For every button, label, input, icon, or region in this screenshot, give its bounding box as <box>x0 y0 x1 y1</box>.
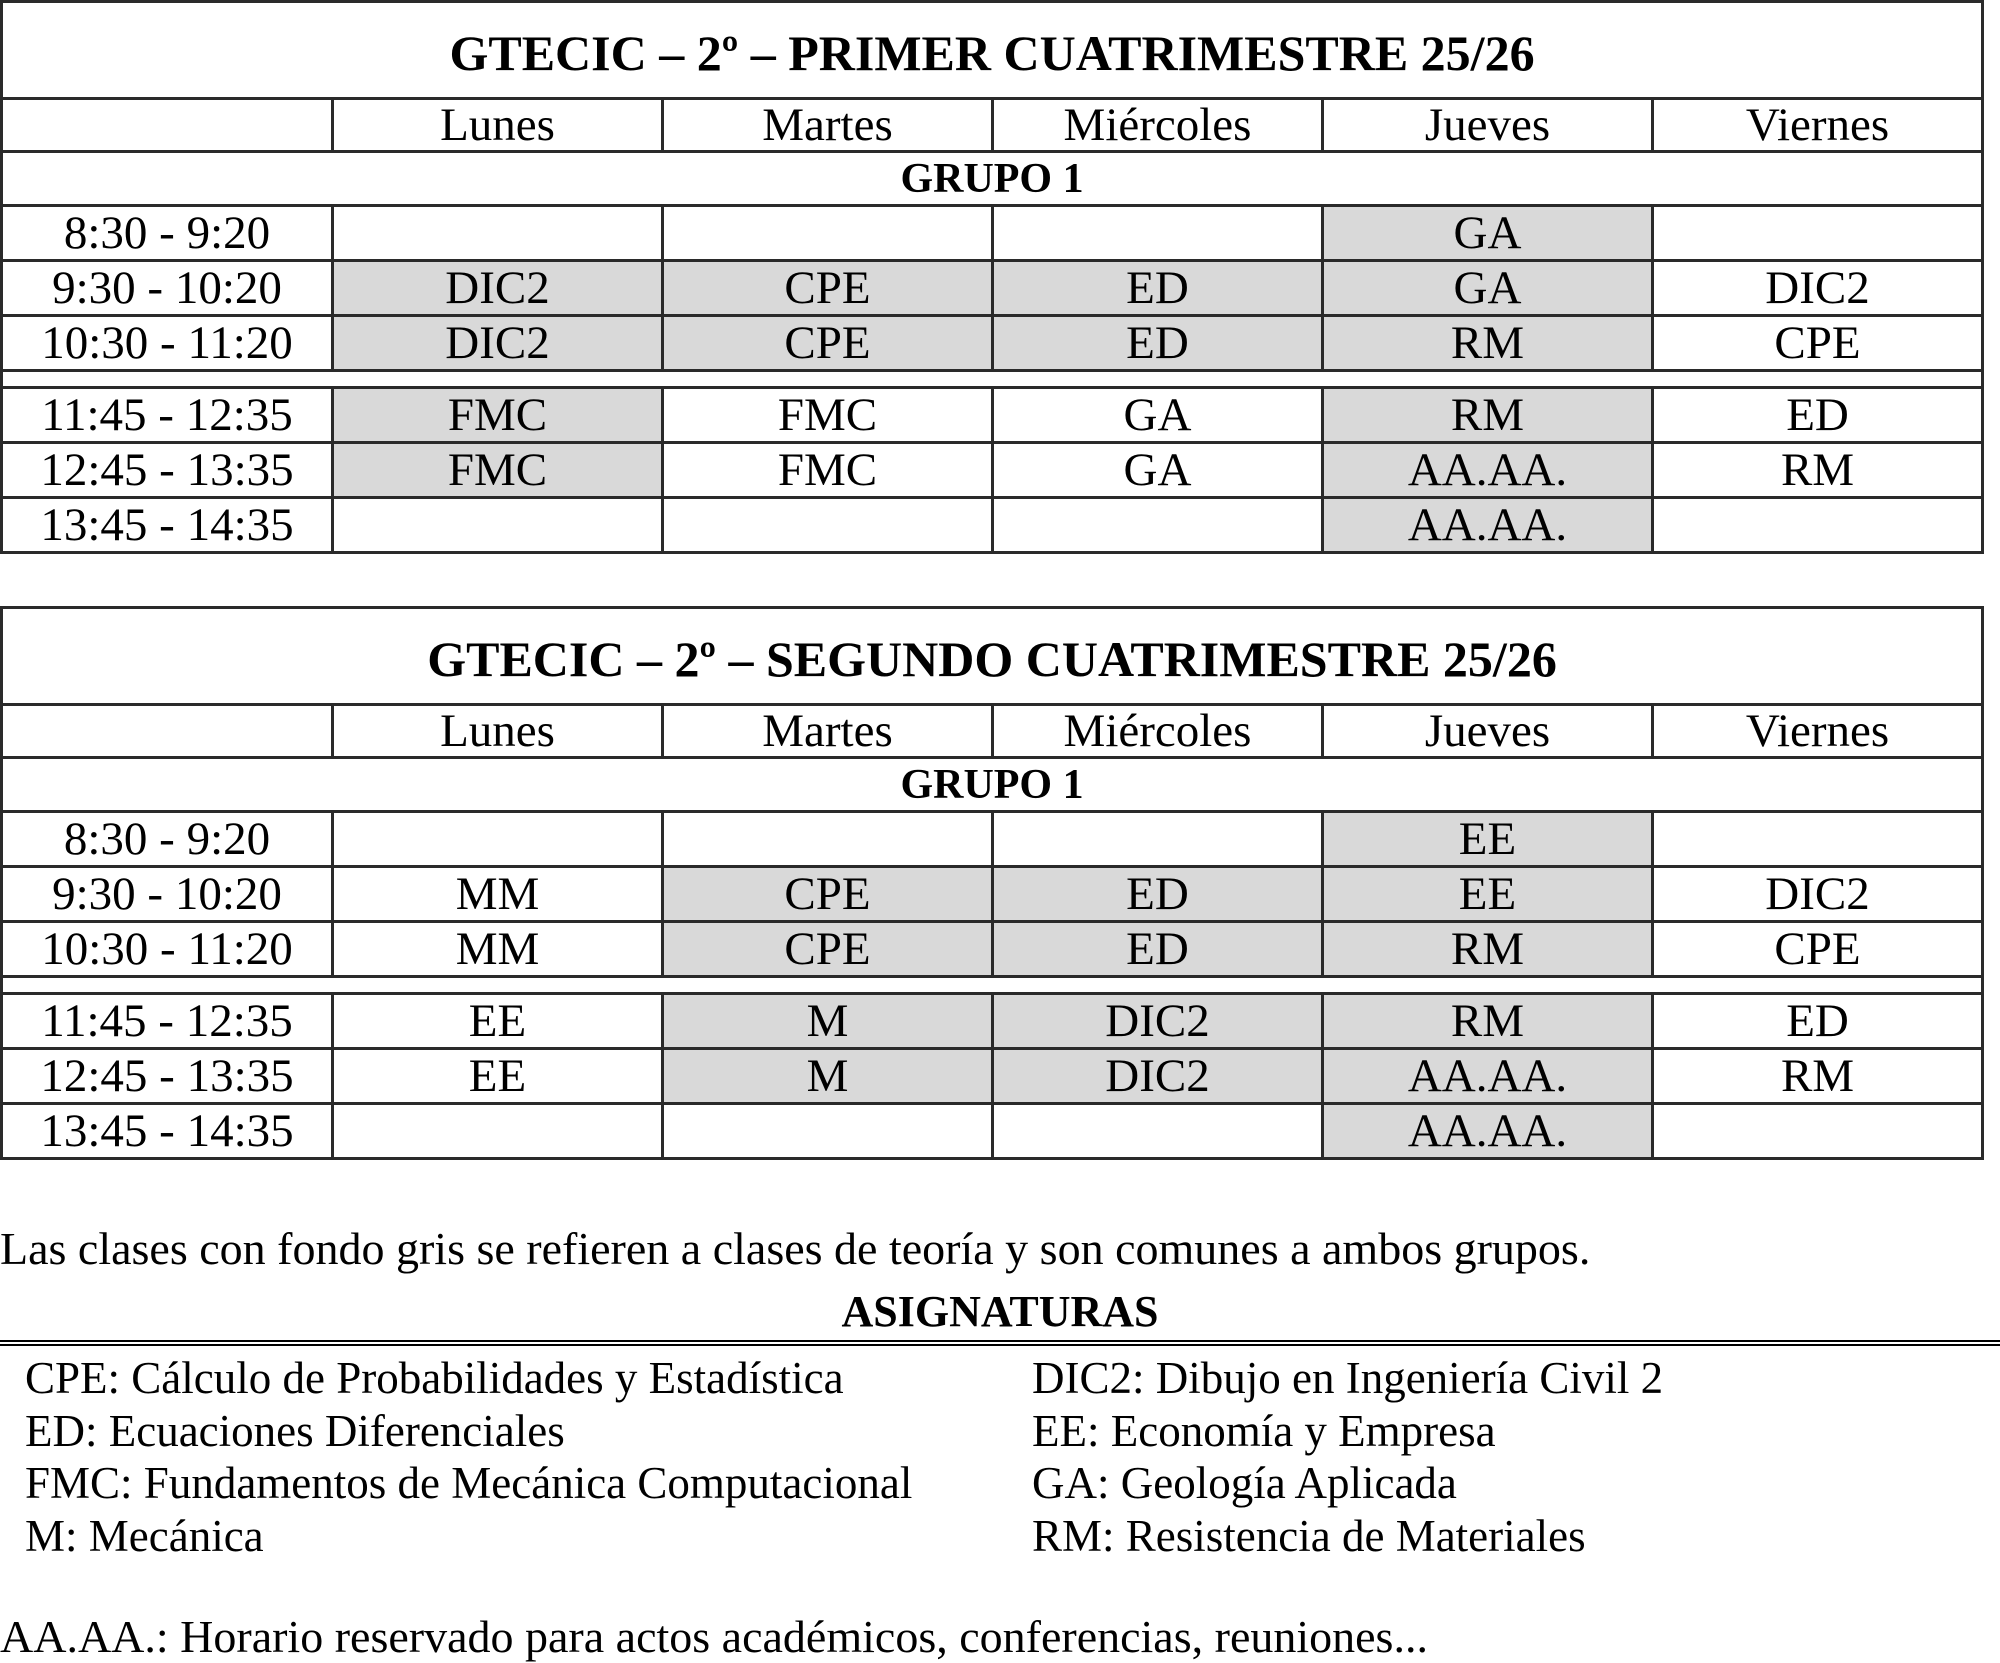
time-slot-label: 12:45 - 13:35 <box>2 1049 333 1104</box>
class-cell: CPE <box>663 867 993 922</box>
class-cell <box>993 812 1323 867</box>
class-cell <box>663 812 993 867</box>
class-cell: GA <box>993 443 1323 498</box>
class-cell: FMC <box>333 443 663 498</box>
time-slot-row <box>2 261 1983 316</box>
class-cell: EE <box>333 1049 663 1104</box>
time-slot-label: 11:45 - 12:35 <box>2 994 333 1049</box>
class-cell: ED <box>993 316 1323 371</box>
class-cell: DIC2 <box>333 261 663 316</box>
timetable-title: GTECIC – 2º – SEGUNDO CUATRIMESTRE 25/26 <box>2 608 1983 705</box>
time-slot-row <box>2 922 1983 977</box>
class-cell: M <box>663 994 993 1049</box>
class-cell: RM <box>1653 1049 1983 1104</box>
day-header: Martes <box>663 99 993 152</box>
time-slot-label: 11:45 - 12:35 <box>2 388 333 443</box>
class-cell: CPE <box>1653 922 1983 977</box>
group-row <box>2 758 1983 812</box>
class-cell: EE <box>333 994 663 1049</box>
class-cell: EE <box>1323 867 1653 922</box>
class-cell: ED <box>1653 388 1983 443</box>
class-cell: DIC2 <box>993 1049 1323 1104</box>
time-slot-row <box>2 206 1983 261</box>
class-cell: FMC <box>333 388 663 443</box>
class-cell <box>333 498 663 553</box>
day-header: Jueves <box>1323 99 1653 152</box>
subject-item: EE: Economía y Empresa <box>1032 1405 1496 1456</box>
class-cell: DIC2 <box>1653 867 1983 922</box>
subjects-legend-right-column <box>1032 1352 1663 1562</box>
days-header-row <box>2 705 1983 758</box>
time-slot-label: 13:45 - 14:35 <box>2 1104 333 1159</box>
class-cell <box>333 1104 663 1159</box>
day-header: Miércoles <box>993 705 1323 758</box>
class-cell: GA <box>1323 206 1653 261</box>
time-slot-row <box>2 498 1983 553</box>
timetable-title-row <box>2 2 1983 99</box>
class-cell: DIC2 <box>333 316 663 371</box>
subject-item: DIC2: Dibujo en Ingeniería Civil 2 <box>1032 1353 1664 1403</box>
time-slot-label: 9:30 - 10:20 <box>2 867 333 922</box>
time-header-empty <box>2 705 333 758</box>
class-cell: CPE <box>1653 316 1983 371</box>
time-slot-row <box>2 867 1983 922</box>
class-cell: RM <box>1653 443 1983 498</box>
timetable-title-row <box>2 608 1983 705</box>
day-header: Miércoles <box>993 99 1323 152</box>
class-cell <box>663 206 993 261</box>
subject-item: FMC: Fundamentos de Mecánica Computacional <box>25 1458 913 1508</box>
class-cell <box>663 498 993 553</box>
class-cell: M <box>663 1049 993 1104</box>
class-cell <box>333 206 663 261</box>
time-slot-row <box>2 812 1983 867</box>
subject-item: RM: Resistencia de Materiales <box>1032 1510 1586 1561</box>
class-cell: CPE <box>663 922 993 977</box>
class-cell <box>1653 498 1983 553</box>
class-cell: AA.AA. <box>1323 1049 1653 1104</box>
class-cell: CPE <box>663 261 993 316</box>
class-cell: RM <box>1323 316 1653 371</box>
days-header-row <box>2 99 1983 152</box>
subject-item: GA: Geología Aplicada <box>1032 1458 1457 1508</box>
time-slot-label: 8:30 - 9:20 <box>2 812 333 867</box>
time-slot-label: 13:45 - 14:35 <box>2 498 333 553</box>
group-row <box>2 152 1983 206</box>
class-cell: DIC2 <box>993 994 1323 1049</box>
class-cell <box>1653 206 1983 261</box>
class-cell: CPE <box>663 316 993 371</box>
day-header: Viernes <box>1653 99 1983 152</box>
break-separator <box>2 371 1983 388</box>
subject-item: CPE: Cálculo de Probabilidades y Estadística <box>25 1353 844 1403</box>
time-slot-row <box>2 994 1983 1049</box>
break-separator-row <box>2 977 1983 994</box>
break-separator <box>2 977 1983 994</box>
class-cell <box>993 206 1323 261</box>
class-cell: ED <box>993 867 1323 922</box>
class-cell <box>663 1104 993 1159</box>
subjects-divider <box>0 1340 2000 1346</box>
class-cell: RM <box>1323 388 1653 443</box>
class-cell: AA.AA. <box>1323 1104 1653 1159</box>
day-header: Lunes <box>333 705 663 758</box>
break-separator-row <box>2 371 1983 388</box>
timetable-second-semester <box>0 606 1984 1160</box>
class-cell: ED <box>993 261 1323 316</box>
class-cell: AA.AA. <box>1323 498 1653 553</box>
class-cell: AA.AA. <box>1323 443 1653 498</box>
class-cell <box>333 812 663 867</box>
class-cell: MM <box>333 867 663 922</box>
subject-item: M: Mecánica <box>25 1510 264 1561</box>
subjects-legend-left-column <box>25 1352 912 1562</box>
class-cell: EE <box>1323 812 1653 867</box>
time-slot-label: 10:30 - 11:20 <box>2 316 333 371</box>
class-cell <box>993 498 1323 553</box>
time-header-empty <box>2 99 333 152</box>
class-cell: RM <box>1323 994 1653 1049</box>
class-cell: MM <box>333 922 663 977</box>
time-slot-label: 8:30 - 9:20 <box>2 206 333 261</box>
class-cell: GA <box>993 388 1323 443</box>
time-slot-label: 12:45 - 13:35 <box>2 443 333 498</box>
day-header: Viernes <box>1653 705 1983 758</box>
timetable-first-semester <box>0 0 1984 554</box>
day-header: Lunes <box>333 99 663 152</box>
subjects-heading: ASIGNATURAS <box>841 1287 1159 1336</box>
group-label: GRUPO 1 <box>2 152 1983 206</box>
time-slot-row <box>2 1104 1983 1159</box>
time-slot-row <box>2 388 1983 443</box>
timetable-title: GTECIC – 2º – PRIMER CUATRIMESTRE 25/26 <box>2 2 1983 99</box>
class-cell <box>993 1104 1323 1159</box>
class-cell: FMC <box>663 388 993 443</box>
class-cell: DIC2 <box>1653 261 1983 316</box>
time-slot-row <box>2 443 1983 498</box>
time-slot-row <box>2 316 1983 371</box>
class-cell: GA <box>1323 261 1653 316</box>
group-label: GRUPO 1 <box>2 758 1983 812</box>
class-cell: ED <box>1653 994 1983 1049</box>
class-cell: ED <box>993 922 1323 977</box>
class-cell <box>1653 812 1983 867</box>
class-cell: RM <box>1323 922 1653 977</box>
academic-acts-footnote: AA.AA.: Horario reservado para actos académicos, conferencias, reuniones... <box>0 1611 1428 1662</box>
subject-item: ED: Ecuaciones Diferenciales <box>25 1405 565 1456</box>
class-cell <box>1653 1104 1983 1159</box>
class-cell: FMC <box>663 443 993 498</box>
theory-classes-note: Las clases con fondo gris se refieren a clases de teoría y son comunes a ambos grupos. <box>0 1223 1591 1274</box>
day-header: Jueves <box>1323 705 1653 758</box>
time-slot-row <box>2 1049 1983 1104</box>
time-slot-label: 10:30 - 11:20 <box>2 922 333 977</box>
day-header: Martes <box>663 705 993 758</box>
time-slot-label: 9:30 - 10:20 <box>2 261 333 316</box>
